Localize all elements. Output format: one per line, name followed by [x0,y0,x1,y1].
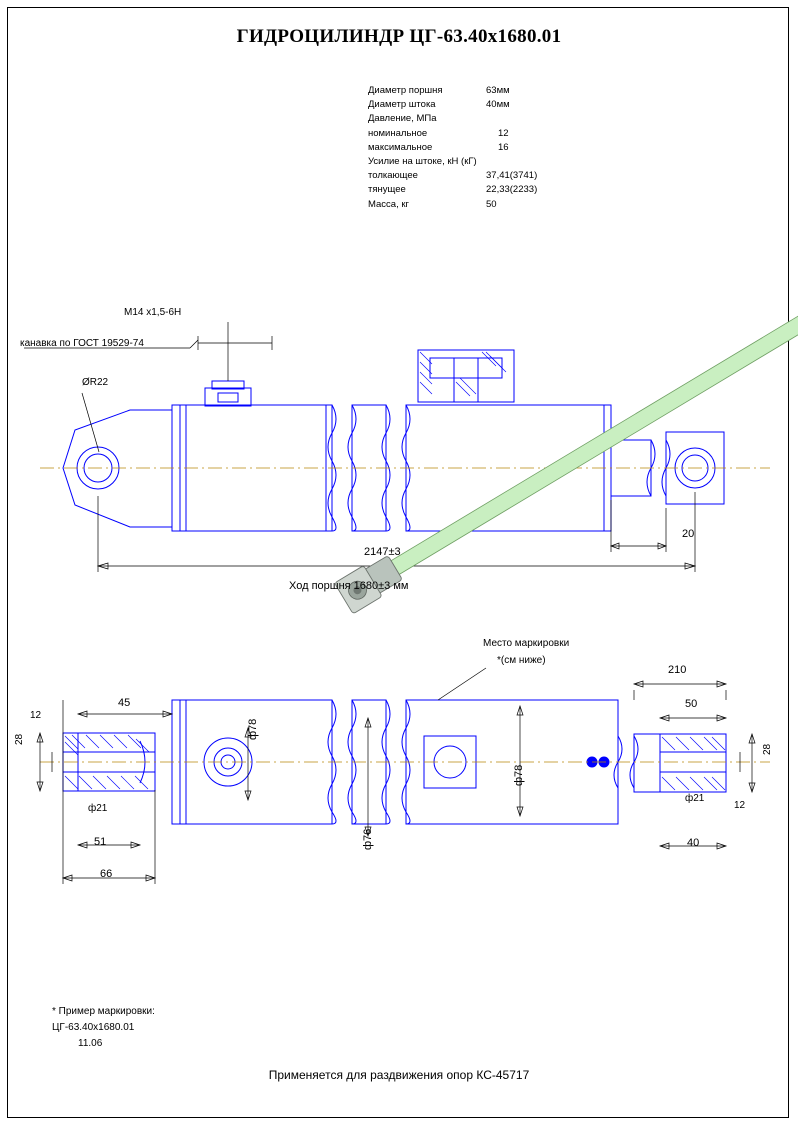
label-dim-phi21-right: ф21 [685,793,705,804]
spec-row [368,155,477,169]
spec-label: толкающее [368,170,418,182]
label-marking-place: Место маркировки [483,638,570,649]
label-dim-28-right: 28 [762,743,773,755]
label-dim-40: 40 [687,837,700,849]
label-dim-12-left: 12 [30,710,42,721]
marking-note-line3: 11.06 [78,1038,103,1049]
spec-label: Диаметр поршня [368,85,443,96]
label-groove: канавка по ГОСТ 19529-74 [20,338,144,349]
label-dim-28-left: 28 [14,733,25,745]
spec-row [368,127,509,141]
page-title: ГИДРОЦИЛИНДР ЦГ-63.40x1680.01 [236,26,562,47]
bottom-view-dimensions [37,668,755,884]
label-piston-stroke: Ход поршня 1680±3 мм [289,580,409,592]
spec-row [368,84,510,98]
label-radius: ØR22 [82,377,109,388]
spec-row [368,112,477,126]
label-dim-66: 66 [100,868,113,880]
spec-label: тянущее [368,184,406,196]
spec-label: Диаметр штока [368,99,436,111]
label-dim-20: 20 [682,528,695,540]
spec-label: Усилие на штоке, кН (кГ) [368,155,477,167]
spec-label: максимальное [368,141,433,153]
spec-row [368,169,538,183]
label-dim-phi78-left: ф78 [247,718,259,740]
spec-value: 22,33(2233) [486,184,538,196]
spec-value: 37,41(3741) [486,170,538,182]
spec-row [368,198,497,212]
label-marking-see: *(см ниже) [497,655,546,666]
marking-note-line1: * Пример маркировки: [52,1006,155,1017]
spec-row [368,183,538,197]
spec-value: 50 [486,198,497,210]
label-dim-12-right: 12 [734,800,746,811]
spec-label: Масса, кг [368,198,409,210]
label-dim-51: 51 [94,836,107,848]
spec-label: Давление, МПа [368,113,437,125]
spec-row [368,98,510,112]
spec-value: 40мм [486,99,510,111]
label-dim-50: 50 [685,698,698,710]
label-total-length: 2147±3 [364,546,401,558]
spec-value: 16 [498,141,509,153]
label-dim-phi76: ф76 [362,828,374,850]
marking-note-line2: ЦГ-63.40x1680.01 [52,1022,135,1033]
label-dim-phi78-right: ф78 [513,764,525,786]
label-dim-210: 210 [668,664,687,676]
bottom-view-cylinder [40,700,770,824]
label-dim-phi21-left: ф21 [88,803,108,814]
top-view-cylinder [40,350,770,531]
spec-label: номинальное [368,127,428,139]
label-dim-45: 45 [118,697,131,709]
specification-table [368,84,538,212]
spec-value: 12 [498,127,509,139]
label-thread: М14 х1,5-6Н [124,307,182,318]
spec-row [368,141,509,155]
application-note: Применяется для раздвижения опор КС-45717 [268,1068,530,1082]
spec-value: 63мм [486,85,510,96]
